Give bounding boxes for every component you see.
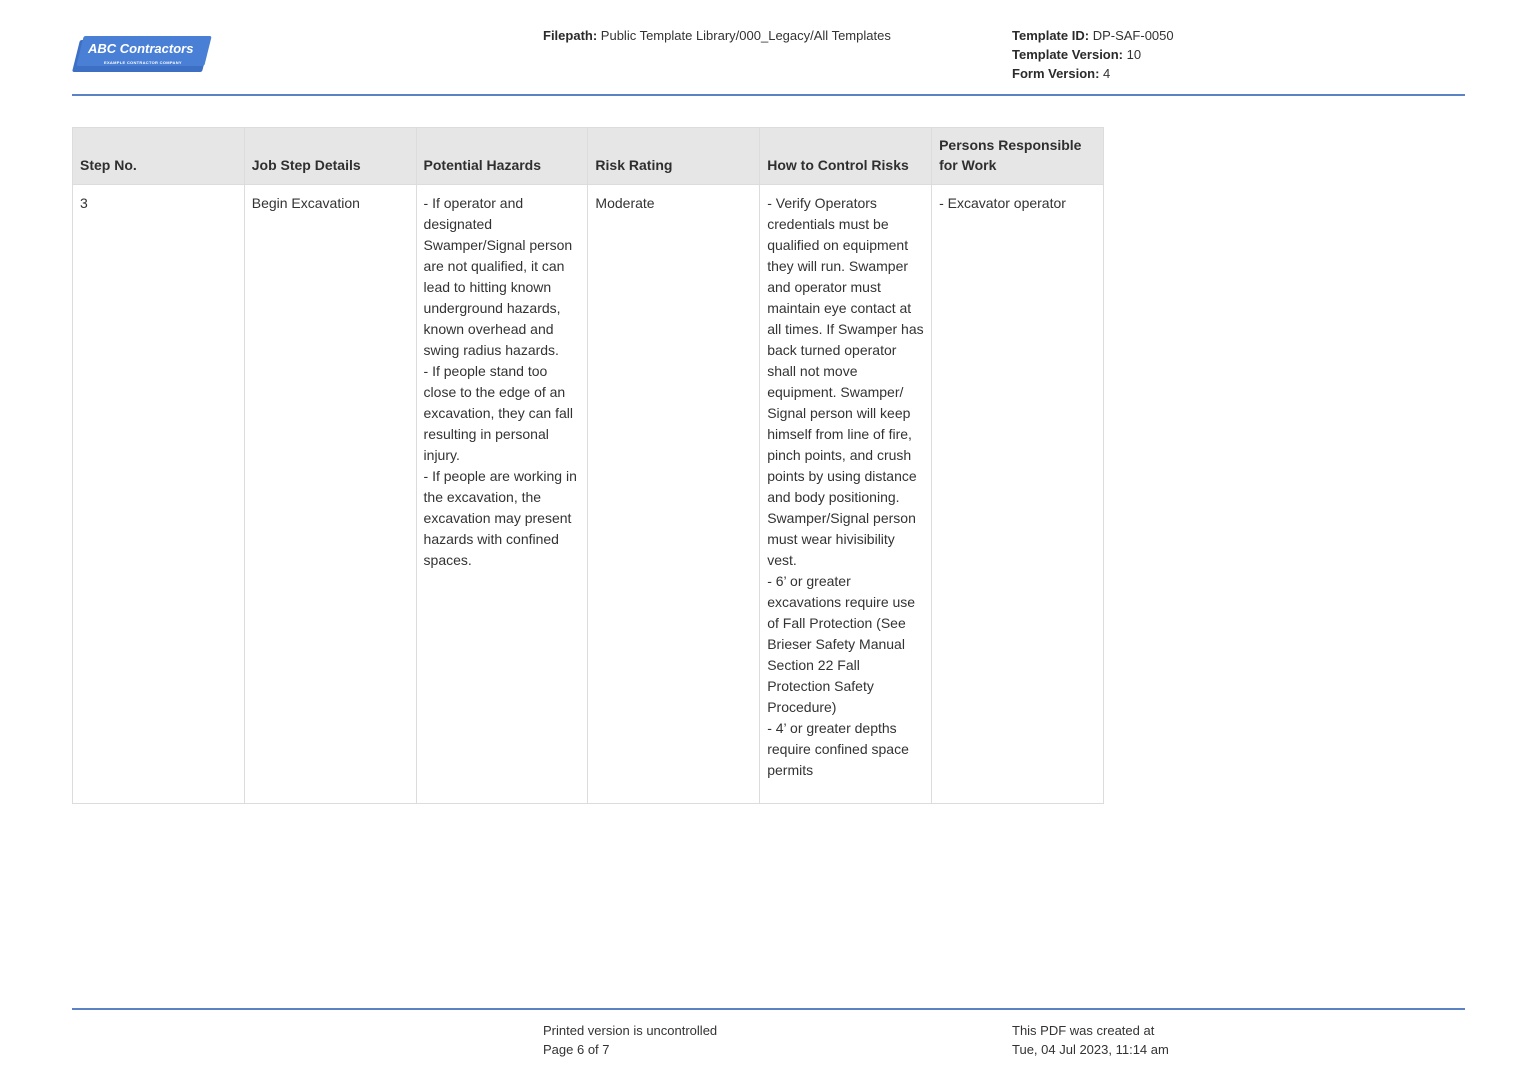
template-version <box>1012 45 1174 64</box>
footer-divider <box>72 1008 1465 1010</box>
column-header-risk-rating: Risk Rating <box>588 128 760 185</box>
header-divider <box>72 94 1465 96</box>
page-indicator: Page 6 of 7 <box>543 1042 610 1057</box>
cell-step-no: 3 <box>73 185 245 804</box>
control-item: - Verify Operators credentials must be qualified on equipment they will run. Swamper and operator must maintain eye contact at all times. If Swamper has back turned operator shall not move equipment. Swamper/ Signal person will keep himself from line of fire, pinch points, and crush points by using distance and body positioning. Swamper/Signal person must wear hivisibility vest. <box>767 195 924 568</box>
created-label: This PDF was created at <box>1012 1023 1155 1038</box>
column-header-potential-hazards: Potential Hazards <box>416 128 588 185</box>
form-version <box>1012 64 1174 83</box>
filepath-label: Filepath: <box>543 28 598 43</box>
hazard-item: - If people stand too close to the edge of an excavation, they can fall resulting in personal injury. <box>423 363 573 463</box>
cell-risk-rating: Moderate <box>588 185 760 804</box>
column-header-how-to-control-risks: How to Control Risks <box>760 128 932 185</box>
control-item: - 4’ or greater depths require confined space permits <box>767 720 909 778</box>
table-header-row <box>73 128 1104 185</box>
uncontrolled-notice: Printed version is uncontrolled <box>543 1023 718 1038</box>
column-header-persons-responsible: Persons Responsible for Work <box>932 128 1104 185</box>
footer-created-info <box>1012 1021 1169 1059</box>
cell-how-to-control-risks <box>760 185 932 804</box>
template-id <box>1012 26 1174 45</box>
footer-print-info <box>543 1021 717 1059</box>
column-header-job-step-details: Job Step Details <box>244 128 416 185</box>
created-timestamp: Tue, 04 Jul 2023, 11:14 am <box>1012 1042 1169 1057</box>
form-version-value: 4 <box>1103 66 1111 81</box>
template-version-label: Template Version: <box>1012 47 1124 62</box>
hazard-item: - If people are working in the excavation, the excavation may present hazards with confined spaces. <box>423 468 577 568</box>
template-id-label: Template ID: <box>1012 28 1090 43</box>
template-id-value: DP-SAF-0050 <box>1092 28 1174 43</box>
control-item: - 6’ or greater excavations require use of Fall Protection (See Brieser Safety Manual Section 22 Fall Protection Safety Procedure) <box>767 573 916 715</box>
template-info <box>1012 26 1174 83</box>
column-header-step-no: Step No. <box>73 128 245 185</box>
company-logo <box>74 36 210 74</box>
filepath-value: Public Template Library/000_Legacy/All Templates <box>600 28 891 43</box>
table-row <box>73 185 1104 804</box>
cell-persons-responsible: - Excavator operator <box>932 185 1104 804</box>
template-version-value: 10 <box>1126 47 1142 62</box>
logo-tagline: EXAMPLE CONTRACTOR COMPANY <box>104 60 182 65</box>
cell-potential-hazards <box>416 185 588 804</box>
filepath <box>543 26 891 45</box>
logo-company-name: ABC Contractors <box>88 41 194 56</box>
job-safety-analysis-table <box>72 127 1104 804</box>
form-version-label: Form Version: <box>1012 66 1100 81</box>
hazard-item: - If operator and designated Swamper/Signal person are not qualified, it can lead to hitting known underground hazards, known overhead and swing radius hazards. <box>423 195 573 358</box>
cell-job-step-details: Begin Excavation <box>244 185 416 804</box>
